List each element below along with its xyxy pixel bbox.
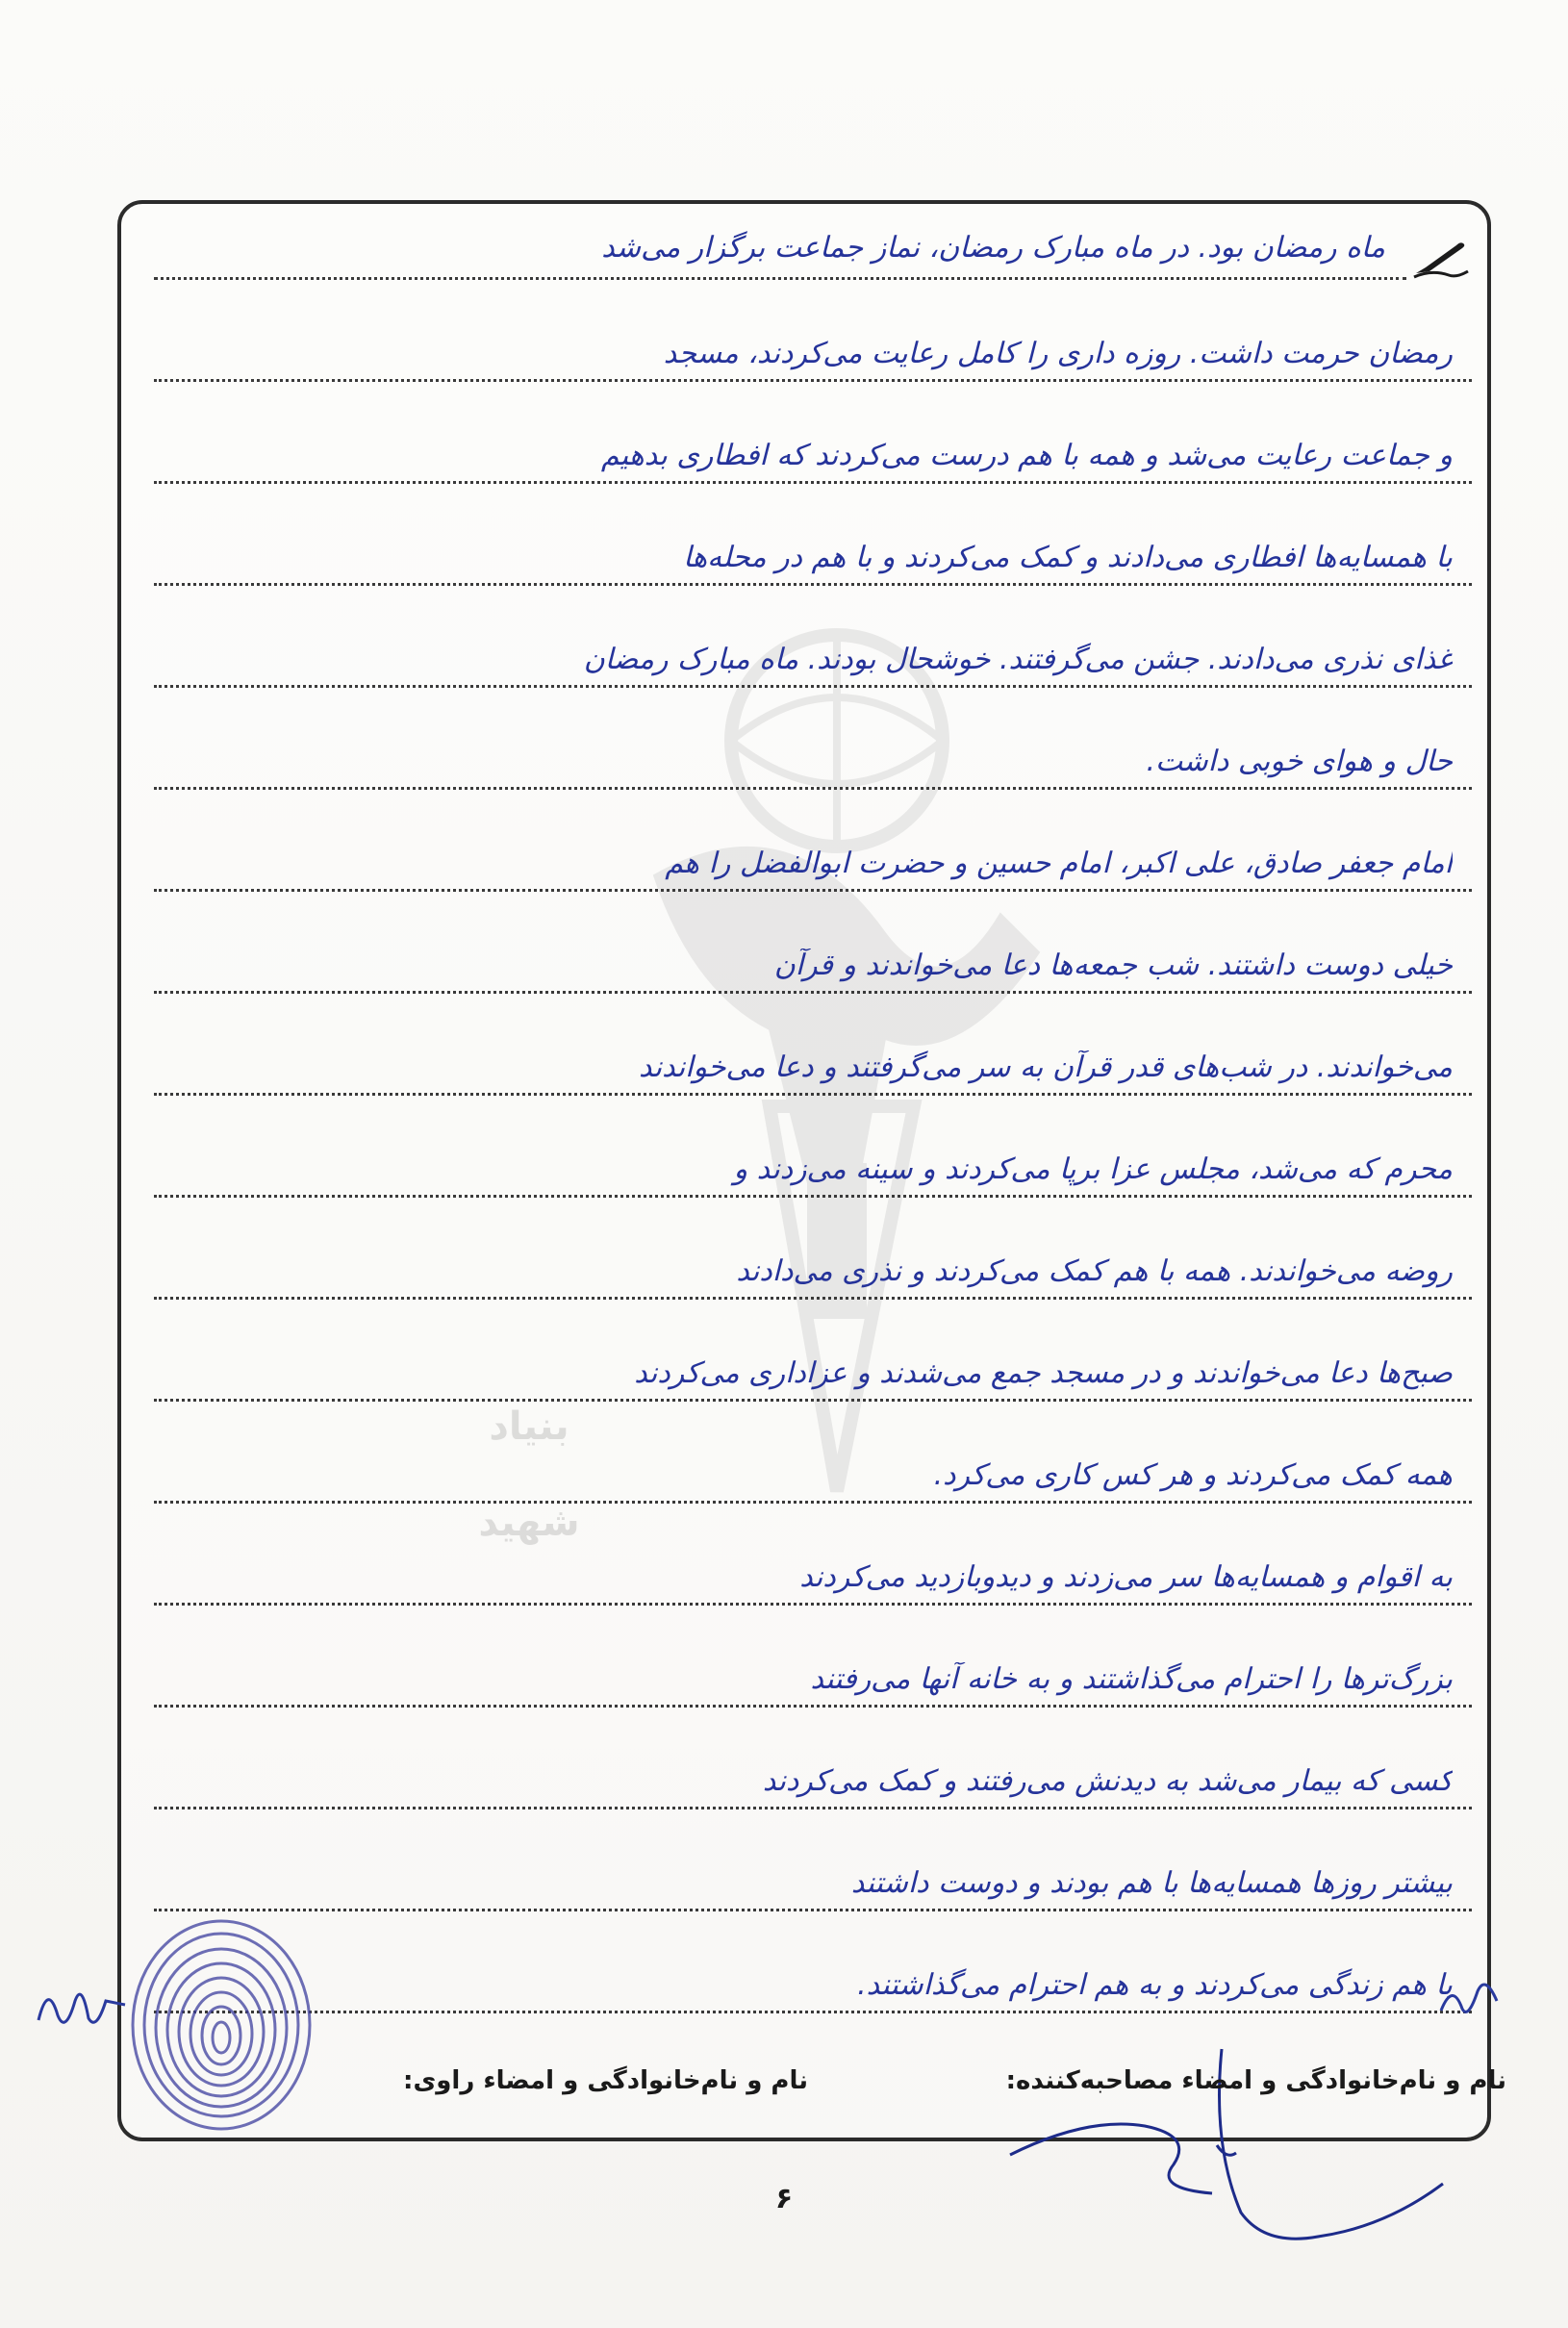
handwritten-line: خیلی دوست داشتند. شب جمعه‌ها دعا می‌خواندند و قرآن	[773, 949, 1453, 982]
narrator-signature-label: نام و نام‌خانوادگی و امضاء راوی:	[403, 2066, 808, 2095]
handwritten-line: امام جعفر صادق، علی اکبر، امام حسین و حضرت ابوالفضل را هم	[665, 847, 1453, 880]
handwritten-line: بیشتر روزها همسایه‌ها با هم بودند و دوست داشتند	[850, 1866, 1453, 1900]
handwritten-line: با همسایه‌ها افطاری می‌دادند و کمک می‌کردند و با هم در محله‌ها	[683, 541, 1453, 574]
handwritten-line: ماه رمضان بود. در ماه مبارک رمضان، نماز جماعت برگزار می‌شد	[601, 231, 1385, 265]
handwritten-line: محرم که می‌شد، مجلس عزا برپا می‌کردند و سینه می‌زدند و	[733, 1152, 1453, 1186]
fingerprint-mark	[125, 1914, 317, 2136]
handwritten-line: حال و هوای خوبی داشت.	[1146, 745, 1453, 778]
narrator-signature	[29, 1962, 144, 2049]
watermark-org-name: بنیاد	[489, 1404, 569, 1449]
interviewer-signature-label: نام و نام‌خانوادگی و امضاء مصاحبه‌کننده:	[1005, 2066, 1506, 2095]
narrator-signature-right	[1433, 1962, 1510, 2039]
watermark-sub-name: شهید	[478, 1501, 580, 1545]
handwritten-line: با هم زندگی می‌کردند و به هم احترام می‌گذاشتند.	[857, 1968, 1453, 2002]
handwritten-line: کسی که بیمار می‌شد به دیدنش می‌رفتند و کمک می‌کردند	[762, 1764, 1453, 1798]
pen-writing-icon	[1412, 242, 1470, 279]
handwritten-line: رمضان حرمت داشت. روزه داری را کامل رعایت می‌کردند، مسجد	[663, 337, 1453, 370]
handwritten-line: غذای نذری می‌دادند. جشن می‌گرفتند. خوشحال بودند. ماه مبارک رمضان	[583, 643, 1453, 676]
handwritten-line: به اقوام و همسایه‌ها سر می‌زدند و دیدوبازدید می‌کردند	[799, 1560, 1453, 1594]
handwritten-line: صبح‌ها دعا می‌خواندند و در مسجد جمع می‌شدند و عزاداری می‌کردند	[634, 1356, 1453, 1390]
page-number: ۶	[774, 2182, 794, 2215]
handwritten-line: و جماعت رعایت می‌شد و همه با هم درست می‌کردند که افطاری بدهیم	[600, 439, 1453, 472]
interviewer-signature	[1000, 2030, 1453, 2251]
handwritten-line: بزرگ‌ترها را احترام می‌گذاشتند و به خانه آنها می‌رفتند	[810, 1662, 1453, 1696]
handwritten-line: می‌خواندند. در شب‌های قدر قرآن به سر می‌گرفتند و دعا می‌خواندند	[638, 1050, 1453, 1084]
handwritten-line: روضه می‌خواندند. همه با هم کمک می‌کردند و نذری می‌دادند	[736, 1254, 1453, 1288]
handwritten-line: همه کمک می‌کردند و هر کس کاری می‌کرد.	[933, 1458, 1453, 1492]
